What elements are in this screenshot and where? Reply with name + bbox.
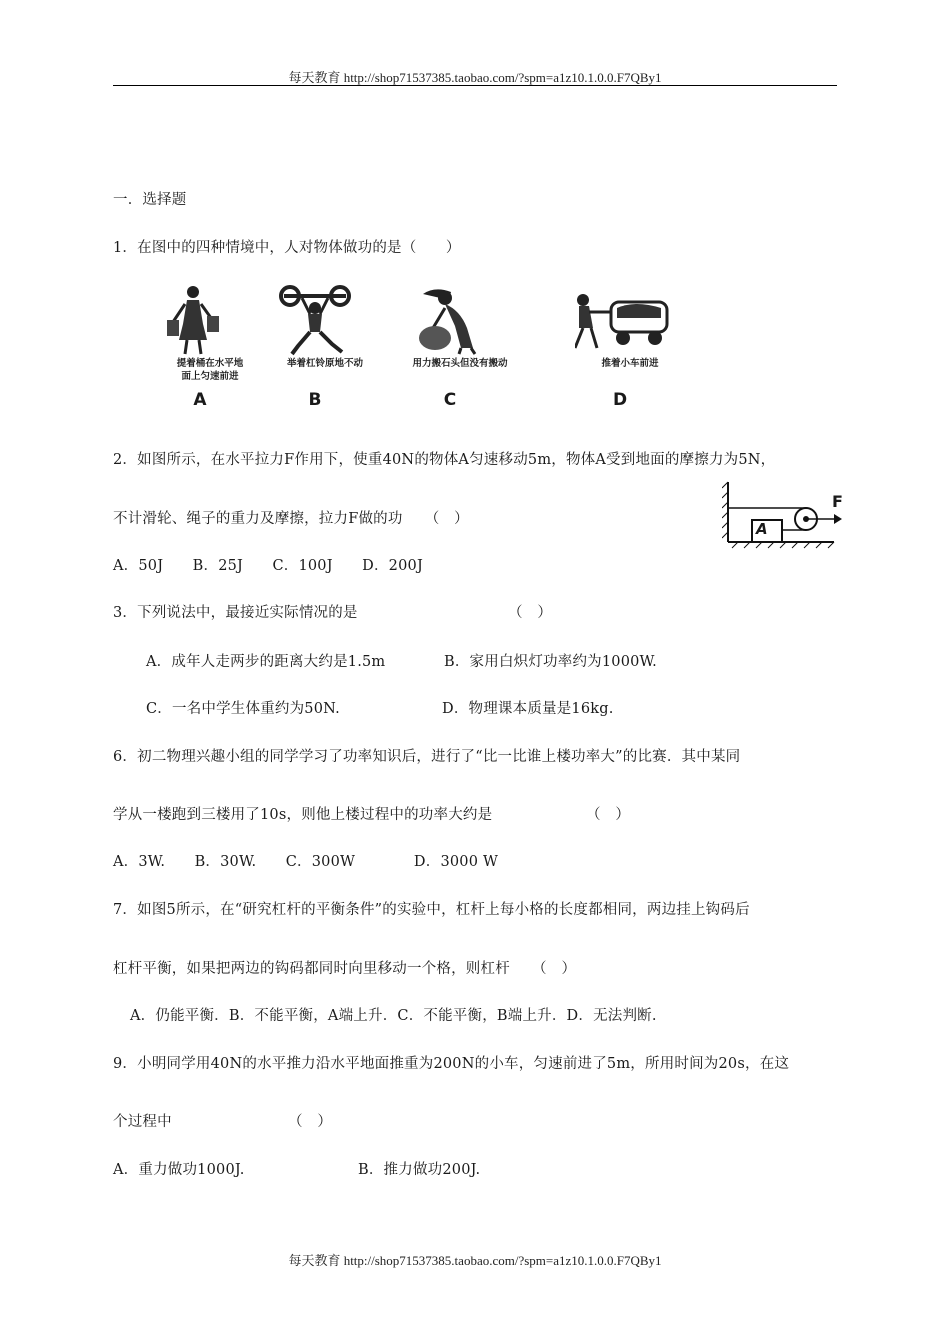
q2-block-label: A — [756, 520, 768, 538]
q1-figures — [155, 282, 685, 412]
page-header: 每天教育 http://shop71537385.taobao.com/?spm=a1z10.1.0.0.F7QBy1 — [288, 70, 662, 85]
person-pushing-cart-icon — [575, 282, 685, 357]
q1-stem: 1．在图中的四种情境中，人对物体做功的是（ ） — [113, 240, 461, 256]
q6-line2: 学从一楼跑到三楼用了10s，则他上楼过程中的功率大约是 — [113, 807, 493, 823]
q2-line1: 2．如图所示，在水平拉力F作用下，使重40N的物体A匀速移动5m，物体A受到地面的摩擦力为5N， — [113, 452, 776, 468]
q3-option-a: A．成年人走两步的距离大约是1.5m — [146, 654, 386, 670]
q1-b-caption-line1: 举着杠铃原地不动 — [286, 358, 363, 369]
q1-c-caption-line1: 用力搬石头但没有搬动 — [412, 358, 508, 369]
q9-line1: 9．小明同学用40N的水平推力沿水平地面推重为200N的小车，匀速前进了5m，所用时间为20s，在这 — [113, 1056, 790, 1072]
q3-option-b: B．家用白炽灯功率约为1000W. — [444, 654, 657, 670]
page-footer: 每天教育 http://shop71537385.taobao.com/?spm=a1z10.1.0.0.F7QBy1 — [288, 1253, 662, 1268]
q1-figure-b — [270, 282, 380, 412]
q9-line2: 个过程中 — [113, 1114, 172, 1130]
q9-option-a: A．重力做功1000J. — [113, 1162, 245, 1178]
q2-force-label: F — [832, 492, 843, 511]
q1-d-caption-line1: 推着小车前进 — [601, 358, 659, 369]
q3-paren: （ ） — [508, 605, 553, 621]
person-carrying-bucket-icon — [155, 282, 265, 357]
section-title: 一．选择题 — [113, 192, 187, 208]
q6-paren: （ ） — [586, 807, 631, 823]
q1-a-label: A — [193, 390, 207, 410]
q9-paren: （ ） — [288, 1114, 333, 1130]
q7-line2: 杠杆平衡，如果把两边的钩码都同时向里移动一个格，则杠杆 （ ） — [113, 961, 577, 977]
q3-stem: 3．下列说法中，最接近实际情况的是 — [113, 605, 358, 621]
q1-d-label: D — [612, 390, 628, 410]
q7-options: A．仍能平衡．B．不能平衡，A端上升．C．不能平衡，B端上升．D．无法判断. — [130, 1008, 657, 1024]
q1-figure-c — [405, 282, 515, 412]
q1-figure-d — [575, 282, 685, 412]
q9-option-b: B．推力做功200J. — [358, 1162, 481, 1178]
weightlifter-icon — [270, 282, 380, 357]
q3-option-d: D．物理课本质量是16kg. — [442, 701, 614, 717]
q3-option-c: C．一名中学生体重约为50N. — [146, 701, 340, 717]
q2-line2: 不计滑轮、绳子的重力及摩擦，拉力F做的功 （ ） — [113, 511, 469, 527]
q1-a-caption-line2: 面上匀速前进 — [181, 371, 239, 382]
person-lifting-stone-icon — [405, 282, 515, 357]
q2-pulley-diagram — [722, 478, 852, 550]
q1-c-label: C — [443, 390, 457, 410]
q1-a-caption-line1: 提着桶在水平地 — [176, 358, 244, 369]
pulley-system-figure — [722, 478, 852, 550]
q6-options: A．3W. B．30W. C．300W D．3000 W — [113, 854, 499, 870]
q6-line1: 6．初二物理兴趣小组的同学学习了功率知识后，进行了“比一比谁上楼功率大”的比赛．其中某同 — [113, 749, 741, 765]
q7-line1: 7．如图5所示，在“研究杠杆的平衡条件”的实验中，杠杆上每小格的长度都相同，两边挂上钩码后 — [113, 902, 750, 918]
header-rule — [113, 85, 837, 86]
q2-options: A．50J B．25J C．100J D．200J — [113, 558, 423, 574]
q1-figure-a — [155, 282, 265, 412]
q1-b-label: B — [308, 390, 322, 410]
